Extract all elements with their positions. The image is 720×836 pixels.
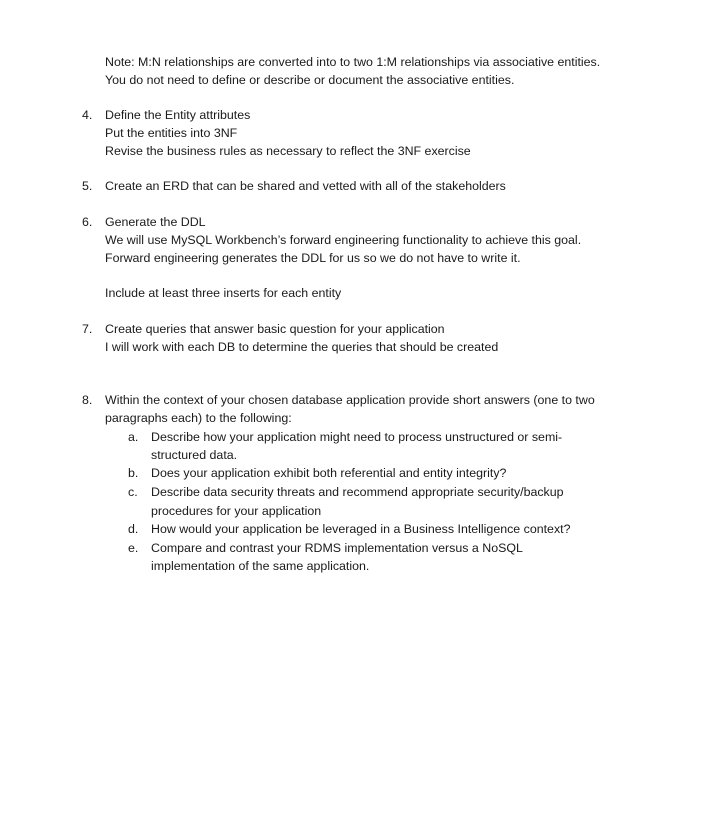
- item-6-number: 6.: [82, 215, 93, 229]
- item-7-number: 7.: [82, 322, 93, 336]
- subitem-d-line-1: How would your application be leveraged in a Business Intelligence context?: [151, 522, 571, 536]
- item-6-line-3: Forward engineering generates the DDL for us so we do not have to write it.: [105, 251, 521, 265]
- item-4-line-2: Put the entities into 3NF: [105, 126, 238, 140]
- item-7-line-1: Create queries that answer basic question for your application: [105, 322, 445, 336]
- item-4-line-1: Define the Entity attributes: [105, 108, 251, 122]
- item-5-number: 5.: [82, 179, 93, 193]
- subitem-b-line-1: Does your application exhibit both referential and entity integrity?: [151, 466, 507, 480]
- item-6-line-2: We will use MySQL Workbench’s forward engineering functionality to achieve this goal.: [105, 233, 582, 247]
- subitem-a-line-1: Describe how your application might need to process unstructured or semi-: [151, 430, 563, 444]
- note-line-1: Note: M:N relationships are converted into to two 1:M relationships via associative entities.: [105, 55, 601, 69]
- subitem-b-letter: b.: [128, 466, 139, 480]
- item-8-line-1: Within the context of your chosen database application provide short answers (one to two: [105, 393, 595, 407]
- subitem-c-line-2: procedures for your application: [151, 504, 322, 518]
- item-4-line-3: Revise the business rules as necessary to reflect the 3NF exercise: [105, 144, 471, 158]
- item-7-line-2: I will work with each DB to determine the queries that should be created: [105, 340, 499, 354]
- subitem-e-letter: e.: [128, 541, 139, 555]
- subitem-e-line-1: Compare and contrast your RDMS implementation versus a NoSQL: [151, 541, 523, 555]
- item-8-number: 8.: [82, 393, 93, 407]
- note-line-2: You do not need to define or describe or document the associative entities.: [105, 73, 515, 87]
- subitem-a-letter: a.: [128, 430, 139, 444]
- item-8-line-2: paragraphs each) to the following:: [105, 411, 292, 425]
- subitem-c-letter: c.: [128, 485, 138, 499]
- item-5-line-1: Create an ERD that can be shared and vetted with all of the stakeholders: [105, 179, 506, 193]
- item-6-line-1: Generate the DDL: [105, 215, 206, 229]
- subitem-c-line-1: Describe data security threats and recommend appropriate security/backup: [151, 485, 564, 499]
- item-4-number: 4.: [82, 108, 93, 122]
- subitem-e-line-2: implementation of the same application.: [151, 559, 370, 573]
- subitem-d-letter: d.: [128, 522, 139, 536]
- subitem-a-line-2: structured data.: [151, 448, 238, 462]
- item-6-line-4: Include at least three inserts for each entity: [105, 286, 342, 300]
